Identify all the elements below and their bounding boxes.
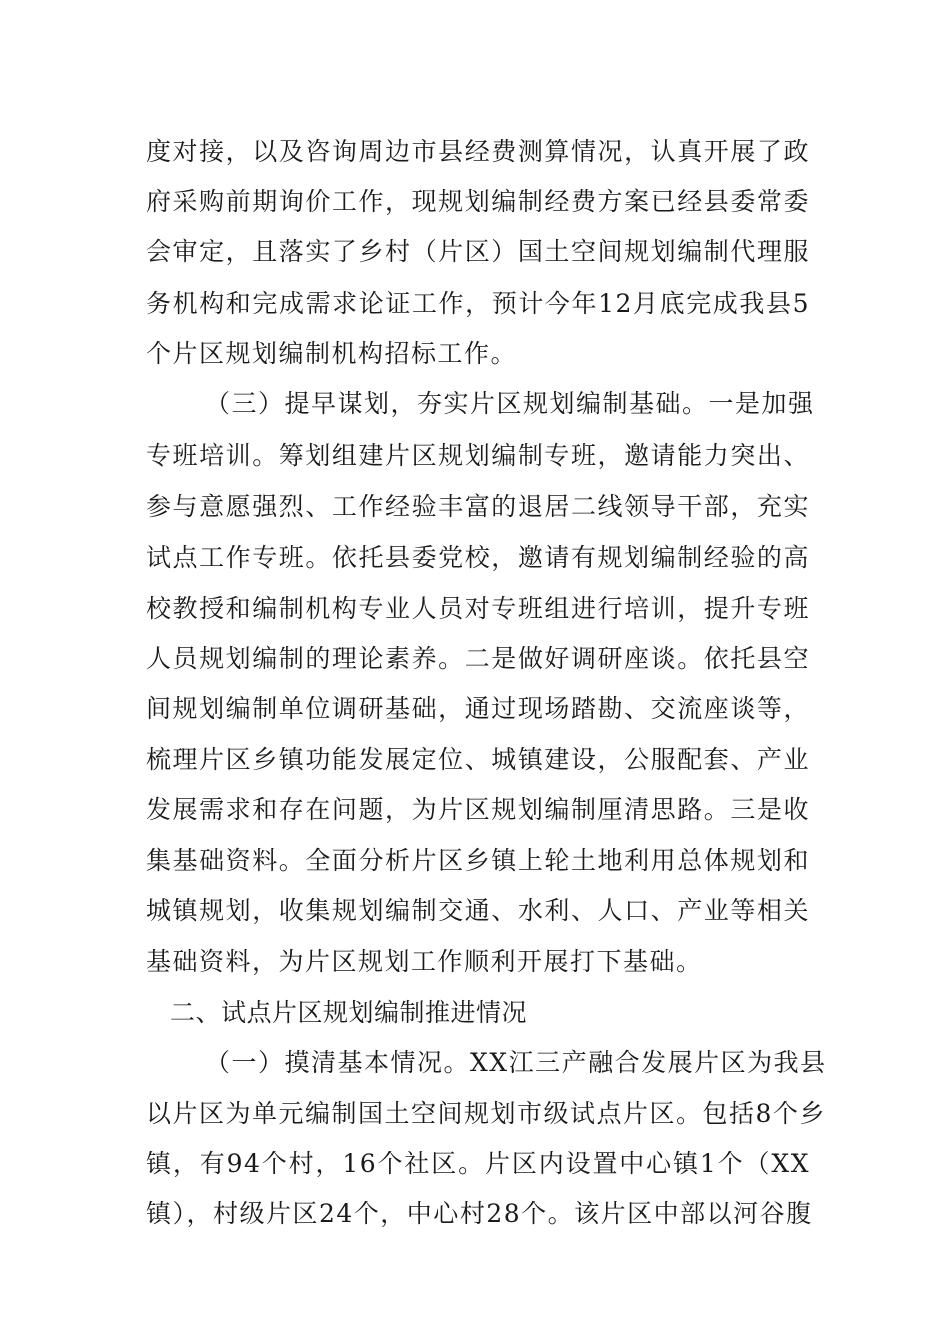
paragraph-line: 个片区规划编制机构招标工作。	[146, 339, 518, 368]
paragraph-line: 务机构和完成需求论证工作，预计今年12月底完成我县5	[146, 289, 810, 318]
paragraph-line: 梳理片区乡镇功能发展定位、城镇建设，公服配套、产业	[146, 745, 810, 774]
paragraph-line: 集基础资料。全面分析片区乡镇上轮土地利用总体规划和	[146, 846, 810, 875]
paragraph-line: 人员规划编制的理论素养。二是做好调研座谈。依托县空	[146, 644, 810, 673]
paragraph-line: 间规划编制单位调研基础，通过现场踏勘、交流座谈等，	[146, 694, 810, 723]
paragraph-line: 会审定，且落实了乡村（片区）国土空间规划编制代理服	[146, 237, 810, 266]
paragraph-line: 度对接，以及咨询周边市县经费测算情况，认真开展了政	[146, 137, 810, 166]
paragraph-line: 专班培训。筹划组建片区规划编制专班，邀请能力突出、	[146, 441, 810, 470]
paragraph-line: 基础资料，为片区规划工作顺利开展打下基础。	[146, 947, 703, 976]
paragraph-line: 以片区为单元编制国土空间规划市级试点片区。包括8个乡	[146, 1099, 826, 1128]
paragraph-line: 校教授和编制机构专业人员对专班组进行培训，提升专班	[146, 594, 810, 623]
paragraph-line: 试点工作专班。依托县委党校，邀请有规划编制经验的高	[146, 543, 810, 572]
section-heading: 二、试点片区规划编制推进情况	[170, 998, 528, 1027]
paragraph-line: 城镇规划，收集规划编制交通、水利、人口、产业等相关	[146, 896, 810, 925]
paragraph-line: 镇），村级片区24个，中心村28个。该片区中部以河谷腹	[146, 1199, 813, 1228]
paragraph-line: 参与意愿强烈、工作经验丰富的退居二线领导干部，充实	[146, 492, 810, 521]
paragraph-first-line: （三）提早谋划，夯实片区规划编制基础。一是加强	[205, 389, 815, 418]
paragraph-line: 府采购前期询价工作，现规划编制经费方案已经县委常委	[146, 187, 810, 216]
paragraph-line: 发展需求和存在问题，为片区规划编制厘清思路。三是收	[146, 795, 810, 824]
paragraph-first-line: （一）摸清基本情况。XX江三产融合发展片区为我县	[205, 1048, 827, 1077]
paragraph-line: 镇，有94个村，16个社区。片区内设置中心镇1个（XX	[146, 1149, 810, 1178]
